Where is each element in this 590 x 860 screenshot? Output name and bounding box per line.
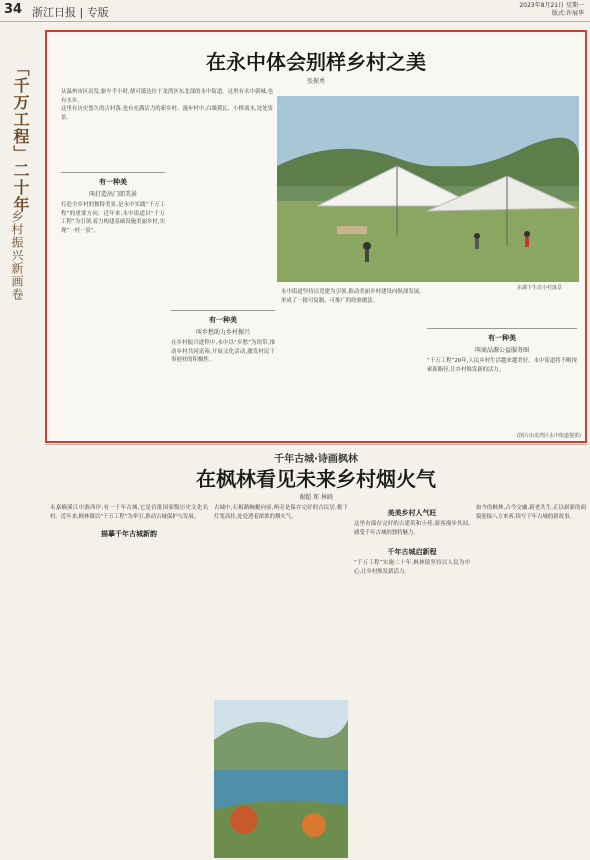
article-one-col3: 永中街道坚持以党建为引领,推动美丽乡村建设向纵深发展,形成了一批可复制、可推广的经验做法。 [281, 289, 421, 304]
footer-note: (图片由龙湾区永中街道提供) [517, 433, 581, 439]
page-number: 34 [4, 2, 23, 17]
section-heading: 有一种美 [209, 316, 237, 324]
article-two-author: 谢超 郑 林晓 [299, 494, 333, 501]
section-subheading: 叫打造出门即美景 [88, 191, 137, 198]
paper-name: 浙江日报 | 专版 [32, 6, 109, 19]
article-one-col2 [171, 170, 275, 430]
lead-paragraph: 从温州市区出发,驱车半小时,便可抵达位于龙湾区东北部的永中街道。这里有永中新城,也有水乡。 [61, 89, 273, 104]
section-text: 永嘉楠溪江中游西岸,有一千年古城,它是首批国家级历史文化名村。近年来,枫林镇以“千万工程”为牵引,推动古城保护与发展。 [50, 505, 208, 520]
article-two-kicker: 千年古城·诗画枫林 [274, 454, 358, 465]
section-heading: 有一种美 [99, 178, 127, 186]
section-text: 这里有保存完好的古建筑和小巷,游客漫步其间,感受千年古城的独特魅力。 [354, 521, 470, 536]
article-two-col4: 如今的枫林,古今交融,新老共生,正以崭新的面貌迎接八方来客,续写千年古城的新故事。 [476, 505, 586, 520]
article-one-author: 张振勇 [306, 78, 325, 85]
article-two-col2: 古城中,石板路蜿蜒向前,两旁是保存完好的古民居,檐下灯笼高挂,处处透着浓浓的烟火气。 [214, 505, 348, 520]
section-subheading: 叫商品源公益服务圈 [474, 347, 529, 354]
article-one [45, 30, 587, 443]
section-subheading: 叫乡愁助力乡村振兴 [195, 329, 250, 336]
article-two-col3 [354, 504, 470, 854]
section-heading: 描摹千年古城新韵 [101, 530, 157, 539]
article-two-col1 [50, 504, 208, 854]
article-two-title: 在枫林看见未来乡村烟火气 [196, 467, 436, 491]
section-text: 在乡村振兴进程中,永中以“乡愁”为纽带,推动乡村共同富裕,开展文化活动,激发村民干事创业的积极性。 [171, 340, 275, 364]
series-sidebar [3, 60, 43, 480]
section-heading: 美美乡村人气旺 [387, 509, 437, 517]
article-one-col1 [61, 170, 165, 430]
photo-caption: 东湖下生态小村落景 [517, 285, 563, 291]
section-heading: 千年古城启新程 [387, 548, 437, 557]
series-title: 「千万工程」二十年 [11, 60, 30, 213]
section-heading: 有一种美 [488, 334, 516, 342]
section-text: “千万工程”实施二十年,枫林镇坚持以人民为中心,让乡村焕发新活力。 [354, 560, 470, 575]
article-one-lead: 从温州市区出发,驱车半小时,便可抵达位于龙湾区东北部的永中街道。这里有永中新城,也有水乡。 这里有历史悠久的古村落,也有充满活力的新乡村。漫步村中,白墙黛瓦、小桥流水,处处皆景。 [61, 89, 273, 121]
section-text: “千万工程”20年,人民乡村生活越来越美好。永中街道将不断探索新路径,让乡村焕发新的活力。 [427, 358, 577, 373]
article-one-photo [277, 96, 579, 282]
section-text: 打造全乡村的独特美景,是永中实践“千万工程”的重要方向。近年来,永中街道以“千万工程”为引领,着力构建基础设施美丽乡村,实现“一村一景”。 [61, 202, 165, 234]
article-two-photo [214, 700, 348, 858]
date-line: 2023年8月21日 星期一 版式:许展华 [519, 2, 584, 17]
series-subtitle: 乡村振兴新画卷 [10, 210, 24, 301]
article-one-col4 [427, 288, 577, 428]
article-one-title: 在永中体会别样乡村之美 [206, 50, 426, 74]
masthead [0, 0, 590, 22]
